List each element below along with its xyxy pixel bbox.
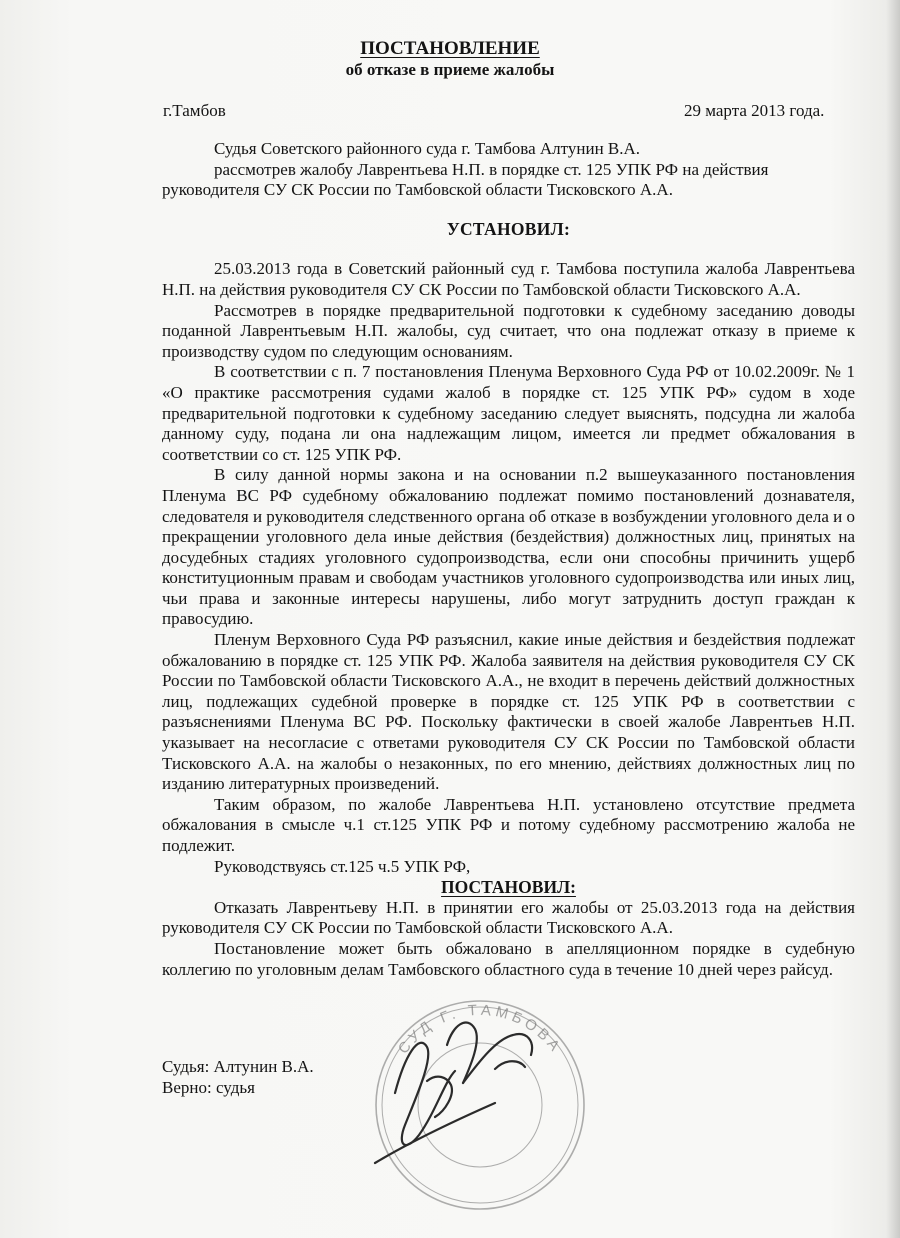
certified-line: Верно: судья	[162, 1078, 255, 1097]
ruling-paragraph: Постановление может быть обжаловано в апелляционном порядке в судебную коллегию по уголовным делам Тамбовского областного суда в течение 10 дней через райсуд.	[162, 938, 855, 979]
intro-line: Судья Советского районного суда г. Тамбова Алтунин В.А.	[214, 139, 641, 158]
section-heading-ruled: ПОСТАНОВИЛ:	[441, 877, 576, 898]
judge-signature-line: Судья: Алтунин В.А.	[162, 1057, 314, 1076]
document-date: 29 марта 2013 года.	[684, 101, 825, 120]
seal-text: СУД Г. ТАМБОВА	[394, 1001, 566, 1058]
intro-line: рассмотрев жалобу Лаврентьева Н.П. в порядке ст. 125 УПК РФ на действия	[214, 159, 769, 179]
body-paragraph: В соответствии с п. 7 постановления Пленума Верховного Суда РФ от 10.02.2009г. № 1 «О практике рассмотрения судами жалоб в порядке ст. 125 УПК РФ» судом в ходе предварительной подготовки к судебному заседанию следует выяснять, подсудна ли жалоба данному суду, подана ли она надлежащим лицом, имеется ли предмет обжалования в соответствии со ст. 125 УПК РФ.	[162, 362, 855, 464]
court-seal-with-signature	[335, 985, 620, 1210]
body-paragraph: 25.03.2013 года в Советский районный суд г. Тамбова поступила жалоба Лаврентьева Н.П. на действия руководителя СУ СК России по Тамбовской области Тисковского А.А.	[162, 259, 855, 299]
document-place: г.Тамбов	[163, 101, 226, 120]
body-paragraph: В силу данной нормы закона и на основании п.2 вышеуказанного постановления Пленума ВС РФ судебному обжалованию подлежат помимо постановлений дознавателя, следователя и руководителя следственного органа об отказе в возбуждении уголовного дела и о прекращении уголовного дела иные действия (бездействия) должностных лиц, принятых на досудебных стадиях уголовного судопроизводства, если они способны причинить ущерб конституционным правам и свободам участников уголовного судопроизводства или иных лиц, чьи права и законные интересы нарушены, либо могут затруднить доступ граждан к правосудию.	[162, 465, 855, 629]
document-body	[162, 139, 855, 980]
body-paragraph: Таким образом, по жалобе Лаврентьева Н.П. установлено отсутствие предмета обжалования в смысле ч.1 ст.125 УПК РФ и потому судебному рассмотрению жалоба не подлежит.	[162, 794, 855, 855]
body-paragraph: Рассмотрев в порядке предварительной подготовки к судебному заседанию доводы поданной Лаврентьевым Н.П. жалобы, суд считает, что она подлежат отказу в приеме к производству судом по следующим основаниям.	[162, 300, 855, 361]
ruling-paragraph: Отказать Лаврентьеву Н.П. в принятии его жалобы от 25.03.2013 года на действия руководителя СУ СК России по Тамбовской области Тисковского А.А.	[162, 897, 855, 938]
svg-text:СУД Г. ТАМБОВА	[395, 1002, 565, 1057]
intro-line: руководителя СУ СК России по Тамбовской области Тисковского А.А.	[162, 180, 673, 200]
page-edge-shadow	[886, 0, 900, 1238]
section-heading-established: УСТАНОВИЛ:	[446, 218, 571, 239]
body-paragraph: Пленум Верховного Суда РФ разъяснил, какие иные действия и бездействия подлежат обжалованию в порядке ст. 125 УПК РФ. Жалоба заявителя на действия руководителя СУ СК России по Тамбовской области Тисковского А.А., не входит в перечень действий должностных лиц, подлежащих судебной проверке в порядке ст. 125 УПК РФ в соответствии с разъяснениями Пленума ВС РФ. Поскольку фактически в своей жалобе Лаврентьев Н.П. указывает на несогласие с ответами руководителя СУ СК России по Тамбовской области Тисковского А.А. на жалобы о незаконных, по его мнению, действиях должностных лиц по изданию литературных произведений.	[162, 630, 855, 794]
document-title: ПОСТАНОВЛЕНИЕ	[360, 38, 540, 59]
document-subtitle: об отказе в приеме жалобы	[345, 60, 555, 79]
body-paragraph: Руководствуясь ст.125 ч.5 УПК РФ,	[214, 856, 471, 876]
